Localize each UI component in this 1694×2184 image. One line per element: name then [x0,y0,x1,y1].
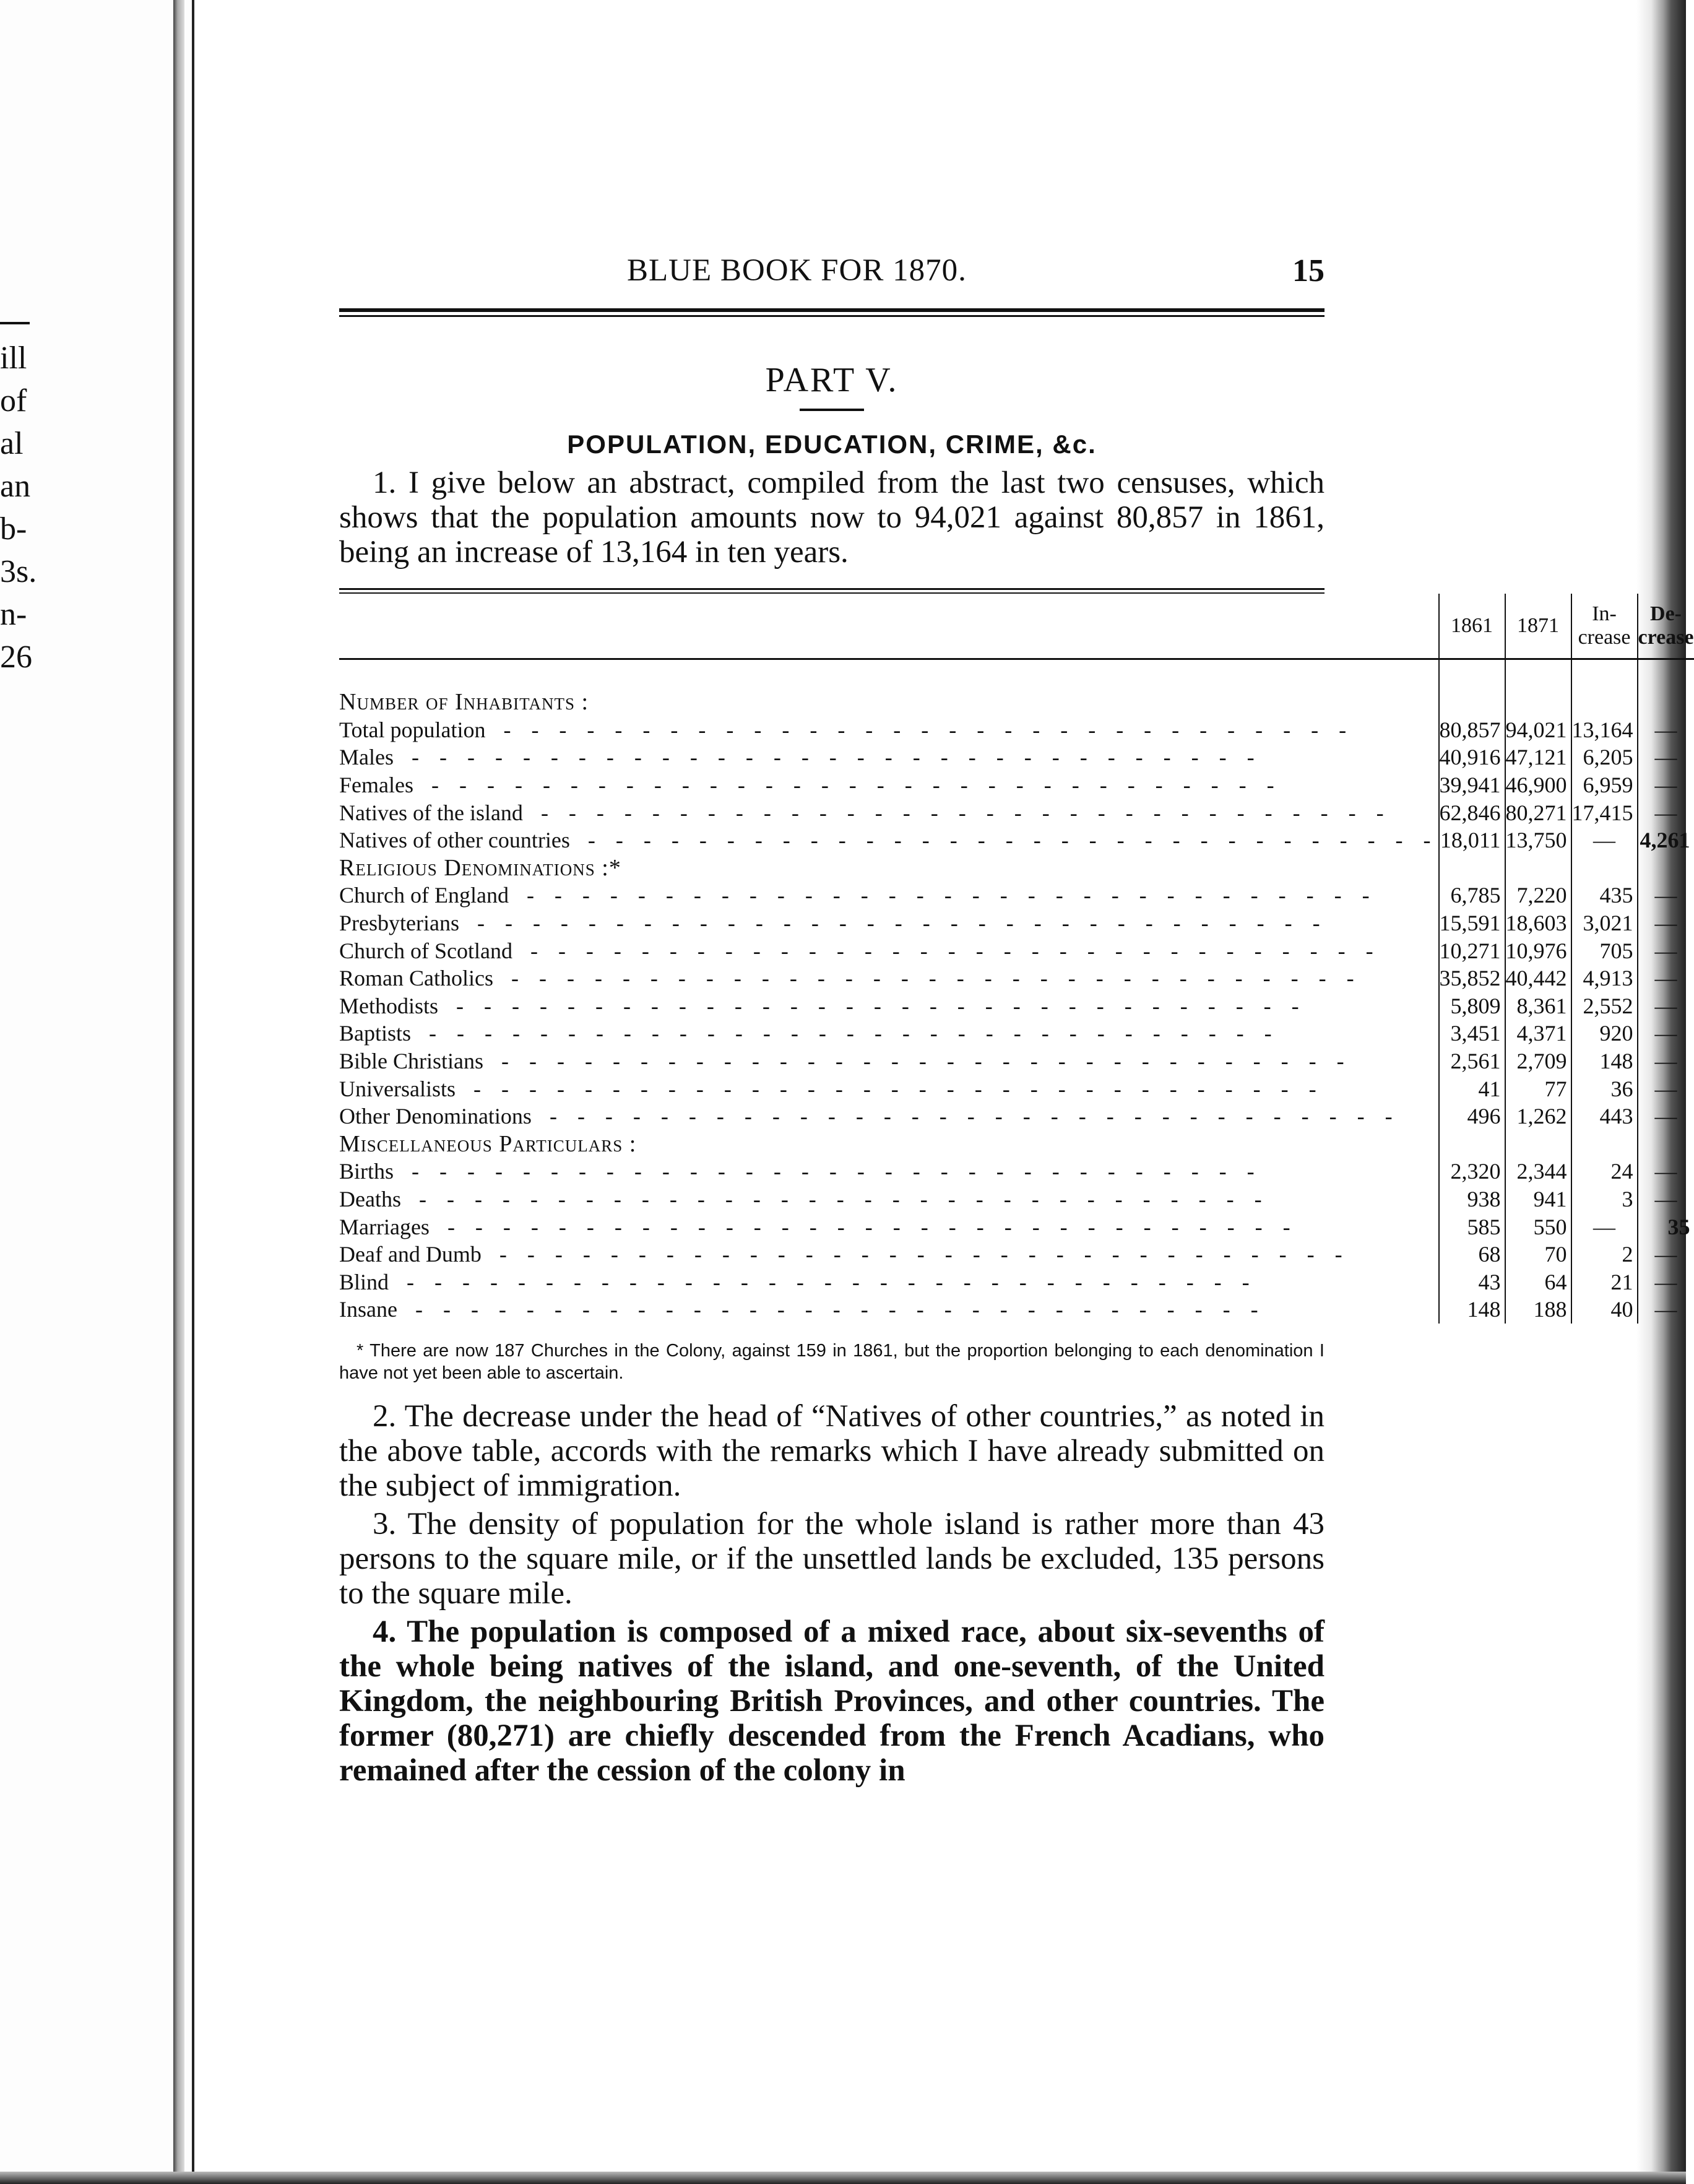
table-section-heading-row [339,688,1694,716]
fragment: b- [0,511,27,547]
value-increase: 40 [1571,1296,1638,1324]
row-label-cell [339,799,1439,826]
col-decrease-line2: crease [1638,626,1694,649]
value-1871: 941 [1505,1185,1571,1213]
row-label-cell [339,909,1439,937]
spacer-cell [1439,659,1505,689]
section-heading-cell [339,688,1439,716]
value-1871: 188 [1505,1296,1571,1324]
row-label: Natives of the island [339,800,528,825]
empty-cell [1571,854,1638,882]
value-1871: 94,021 [1505,716,1571,744]
leader-dots: - - - - - - - - - - - - - - - - - - - - - - - - - - - - - - - [490,717,1354,742]
leader-dots: - - - - - - - - - - - - - - - - - - - - - - - - - - - - - - - [536,1104,1400,1129]
row-label-cell [339,1268,1439,1296]
value-decrease: — [1638,1241,1694,1268]
leader-dots: - - - - - - - - - - - - - - - - - - - - - - - - - - - - - - - [488,1049,1352,1074]
leader-dots: - - - - - - - - - - - - - - - - - - - - - - - - - - - - - - - [460,1076,1324,1101]
row-label: Total population [339,717,490,742]
empty-cell [1571,1130,1638,1158]
fragment: an [0,469,31,504]
leader-dots: - - - - - - - - - - - - - - - - - - - - - - - - - - - - - - - [486,1242,1350,1267]
value-1861: 10,271 [1439,937,1505,964]
value-1861: 3,451 [1439,1020,1505,1047]
running-head [339,248,1325,297]
value-decrease: — [1638,1185,1694,1213]
empty-cell [1638,688,1694,716]
empty-cell [1638,1130,1694,1158]
value-increase: 2,552 [1571,992,1638,1020]
value-1861: 40,916 [1439,743,1505,771]
value-1861: 148 [1439,1296,1505,1324]
col-increase-header [1571,594,1638,659]
leader-dots: - - - - - - - - - - - - - - - - - - - - - - - - - - - - - - - [434,1214,1298,1239]
value-1861: 938 [1439,1185,1505,1213]
table-row [339,1047,1694,1075]
spacer-cell [1638,659,1694,689]
value-decrease: 4,261 [1638,826,1694,854]
value-1871: 550 [1505,1213,1571,1241]
row-label-cell [339,1075,1439,1103]
table-row [339,909,1694,937]
value-1871: 80,271 [1505,799,1571,826]
book-page [339,248,1694,1788]
leader-dots: - - - - - - - - - - - - - - - - - - - - - - - - - - - - - - - [527,800,1391,825]
value-1871: 40,442 [1505,964,1571,992]
empty-cell [1439,1130,1505,1158]
row-label-cell [339,964,1439,992]
empty-cell [1638,854,1694,882]
row-label: Methodists [339,994,443,1018]
row-label-cell [339,1047,1439,1075]
value-1861: 5,809 [1439,992,1505,1020]
value-1861: 68 [1439,1241,1505,1268]
running-title: BLUE BOOK FOR 1870. [627,253,967,288]
empty-cell [1505,1130,1571,1158]
row-label: Deaths [339,1187,406,1211]
leader-dots: - - - - - - - - - - - - - - - - - - - - - - - - - - - - - - - [402,1297,1266,1322]
value-decrease: — [1638,716,1694,744]
table-row [339,716,1694,744]
row-label: Deaf and Dumb [339,1242,486,1267]
empty-cell [1571,688,1638,716]
col-1861-header: 1861 [1439,594,1505,659]
value-1871: 2,709 [1505,1047,1571,1075]
table-header-row [339,594,1694,659]
section-heading-text: Religious Denominations :* [339,854,621,881]
row-label: Church of Scotland [339,938,517,963]
value-decrease: — [1638,1020,1694,1047]
row-label-cell [339,992,1439,1020]
row-label-cell [339,1213,1439,1241]
value-increase: 17,415 [1571,799,1638,826]
table-row [339,771,1694,799]
row-label-cell [339,826,1439,854]
spacer-cell [339,659,1439,689]
row-label: Bible Christians [339,1049,488,1073]
row-label: Births [339,1159,399,1184]
part-title: PART V. [765,361,899,399]
value-decrease: — [1638,909,1694,937]
leader-dots: - - - - - - - - - - - - - - - - - - - - - - - - - - - - - - - [399,1159,1262,1184]
row-label: Females [339,773,418,797]
value-1861: 496 [1439,1103,1505,1130]
value-decrease: — [1638,937,1694,964]
section-heading-cell [339,854,1439,882]
row-label: Marriages [339,1215,434,1239]
value-increase: 443 [1571,1103,1638,1130]
leader-dots: - - - - - - - - - - - - - - - - - - - - - - - - - - - - - - - [464,911,1328,936]
table-row [339,937,1694,964]
leader-dots: - - - - - - - - - - - - - - - - - - - - - - - - - - - - - - - [416,1021,1279,1046]
row-label: Universalists [339,1077,460,1101]
row-label-cell [339,1241,1439,1268]
table-row [339,743,1694,771]
row-label-cell [339,1185,1439,1213]
paragraph-3: 3. The density of population for the whole island is rather more than 43 persons to the square mile, or if the unsettled lands be excluded, 135 persons to the square mile. [339,1506,1325,1611]
leader-dots: - - - - - - - - - - - - - - - - - - - - - - - - - - - - - - - [574,828,1438,853]
row-label-cell [339,1020,1439,1047]
col-1871-header: 1871 [1505,594,1571,659]
value-increase: 435 [1571,882,1638,909]
row-label: Blind [339,1270,394,1294]
table-row [339,826,1694,854]
page-number: 15 [1292,253,1325,288]
row-label-cell [339,743,1439,771]
value-decrease: — [1638,1047,1694,1075]
row-label-cell [339,882,1439,909]
value-1871: 8,361 [1505,992,1571,1020]
row-label-cell [339,937,1439,964]
value-decrease: — [1638,1268,1694,1296]
value-increase: 21 [1571,1268,1638,1296]
value-1871: 1,262 [1505,1103,1571,1130]
fragment: n- [0,597,27,632]
table-row [339,992,1694,1020]
row-label-cell [339,1158,1439,1185]
value-increase: 6,205 [1571,743,1638,771]
value-1861: 80,857 [1439,716,1505,744]
empty-cell [1439,688,1505,716]
col-increase-line2: crease [1578,626,1631,649]
bottom-edge [0,2172,1686,2184]
value-increase: 3,021 [1571,909,1638,937]
value-increase: 148 [1571,1047,1638,1075]
population-table [339,594,1694,1324]
leader-dots: - - - - - - - - - - - - - - - - - - - - - - - - - - - - - - - [513,883,1377,908]
empty-cell [1439,854,1505,882]
row-label: Insane [339,1297,402,1322]
fragment: of [0,383,27,418]
table-section-heading-row [339,854,1694,882]
value-1861: 35,852 [1439,964,1505,992]
row-label: Baptists [339,1021,416,1046]
table-section-heading-row [339,1130,1694,1158]
value-increase: 36 [1571,1075,1638,1103]
value-decrease: — [1638,992,1694,1020]
spacer-cell [1505,659,1571,689]
value-decrease: — [1638,1296,1694,1324]
value-increase: 705 [1571,937,1638,964]
value-decrease: — [1638,1103,1694,1130]
fragment: 26 [0,639,32,675]
value-1871: 47,121 [1505,743,1571,771]
value-decrease: — [1638,743,1694,771]
row-label-cell [339,716,1439,744]
fragment: al [0,426,24,461]
value-1861: 2,320 [1439,1158,1505,1185]
leader-dots: - - - - - - - - - - - - - - - - - - - - - - - - - - - - - - - [394,1269,1257,1294]
value-decrease: — [1638,964,1694,992]
leader-dots: - - - - - - - - - - - - - - - - - - - - - - - - - - - - - - - [398,745,1262,770]
col-decrease-header [1638,594,1694,659]
table-row [339,1075,1694,1103]
table-spacer-row [339,659,1694,689]
value-decrease: — [1638,771,1694,799]
section-heading-text: Miscellaneous Particulars : [339,1130,637,1157]
table-row [339,799,1694,826]
value-1871: 70 [1505,1241,1571,1268]
value-1861: 15,591 [1439,909,1505,937]
value-increase: 6,959 [1571,771,1638,799]
table-body [339,659,1694,1324]
fragment: ill [0,340,27,376]
value-1871: 7,220 [1505,882,1571,909]
leader-dots: - - - - - - - - - - - - - - - - - - - - - - - - - - - - - - - [498,966,1362,991]
row-label: Church of England [339,883,514,908]
value-1871: 46,900 [1505,771,1571,799]
value-decrease: — [1638,799,1694,826]
value-1861: 41 [1439,1075,1505,1103]
value-increase: 4,913 [1571,964,1638,992]
paragraph-2: 2. The decrease under the head of “Natives of other countries,” as noted in the above table, accords with the remarks which I have already submitted on the subject of immigration. [339,1398,1325,1503]
intro-paragraph: 1. I give below an abstract, compiled from the last two censuses, which shows that the population amounts now to 94,021 against 80,857 in 1861, being an increase of 13,164 in ten years. [339,466,1325,570]
label-header [339,594,1439,659]
table-row [339,1185,1694,1213]
value-1871: 13,750 [1505,826,1571,854]
value-increase: 3 [1571,1185,1638,1213]
value-1861: 39,941 [1439,771,1505,799]
row-label: Other Denominations [339,1104,537,1129]
value-increase: 2 [1571,1241,1638,1268]
value-1871: 4,371 [1505,1020,1571,1047]
table-row [339,1296,1694,1324]
value-1861: 2,561 [1439,1047,1505,1075]
row-label: Roman Catholics [339,966,498,990]
col-decrease-line1: De- [1650,602,1682,625]
facing-page-rule [0,322,30,324]
leader-dots: - - - - - - - - - - - - - - - - - - - - - - - - - - - - - - - [443,993,1307,1018]
empty-cell [1505,854,1571,882]
section-heading-text: Number of Inhabitants : [339,689,589,716]
row-label-cell [339,1296,1439,1324]
value-decrease: 35 [1638,1213,1694,1241]
part-rule [800,409,864,411]
value-increase: 13,164 [1571,716,1638,744]
row-label: Males [339,745,399,769]
row-label: Natives of other countries [339,828,575,852]
value-increase: — [1571,1213,1638,1241]
table-row [339,1268,1694,1296]
value-1871: 2,344 [1505,1158,1571,1185]
table-row [339,1213,1694,1241]
leader-dots: - - - - - - - - - - - - - - - - - - - - - - - - - - - - - - - [405,1186,1269,1211]
table-row [339,1103,1694,1130]
paragraph-4: 4. The population is composed of a mixed race, about six-sevenths of the whole being natives of the island, and one-seventh, of the United Kingdom, the neighbouring British Provinces, and other countries. The former (80,271) are chiefly descended from the French Acadians, who remained after the cession of the colony in [339,1614,1325,1788]
value-increase: 24 [1571,1158,1638,1185]
facing-page-edge [0,0,194,2184]
value-1861: 43 [1439,1268,1505,1296]
value-1871: 64 [1505,1268,1571,1296]
table-top-rule [339,588,1325,594]
value-increase: 920 [1571,1020,1638,1047]
section-heading-cell [339,1130,1439,1158]
leader-dots: - - - - - - - - - - - - - - - - - - - - - - - - - - - - - - - [418,773,1282,798]
row-label: Presbyterians [339,911,464,935]
value-decrease: — [1638,882,1694,909]
col-increase-line1: In- [1592,602,1617,625]
fragment: 3s. [0,554,37,589]
book-gutter [173,0,184,2184]
value-1871: 18,603 [1505,909,1571,937]
table-row [339,882,1694,909]
leader-dots: - - - - - - - - - - - - - - - - - - - - - - - - - - - - - - - [517,938,1381,963]
table-footnote: * There are now 187 Churches in the Colony, against 159 in 1861, but the proportion belonging to each denomination I have not yet been able to ascertain. [339,1340,1325,1383]
value-1861: 585 [1439,1213,1505,1241]
value-1861: 62,846 [1439,799,1505,826]
table-row [339,964,1694,992]
facing-page-text-fragments [0,322,37,678]
empty-cell [1505,688,1571,716]
section-heading: POPULATION, EDUCATION, CRIME, &c. [567,430,1097,459]
table-row [339,1241,1694,1268]
value-decrease: — [1638,1158,1694,1185]
value-increase: — [1571,826,1638,854]
row-label-cell [339,1103,1439,1130]
value-1871: 10,976 [1505,937,1571,964]
table-row [339,1020,1694,1047]
value-1861: 18,011 [1439,826,1505,854]
value-1861: 6,785 [1439,882,1505,909]
header-rule [339,308,1325,317]
table-row [339,1158,1694,1185]
spacer-cell [1571,659,1638,689]
value-decrease: — [1638,1075,1694,1103]
body-text [339,1399,1325,1788]
row-label-cell [339,771,1439,799]
value-1871: 77 [1505,1075,1571,1103]
